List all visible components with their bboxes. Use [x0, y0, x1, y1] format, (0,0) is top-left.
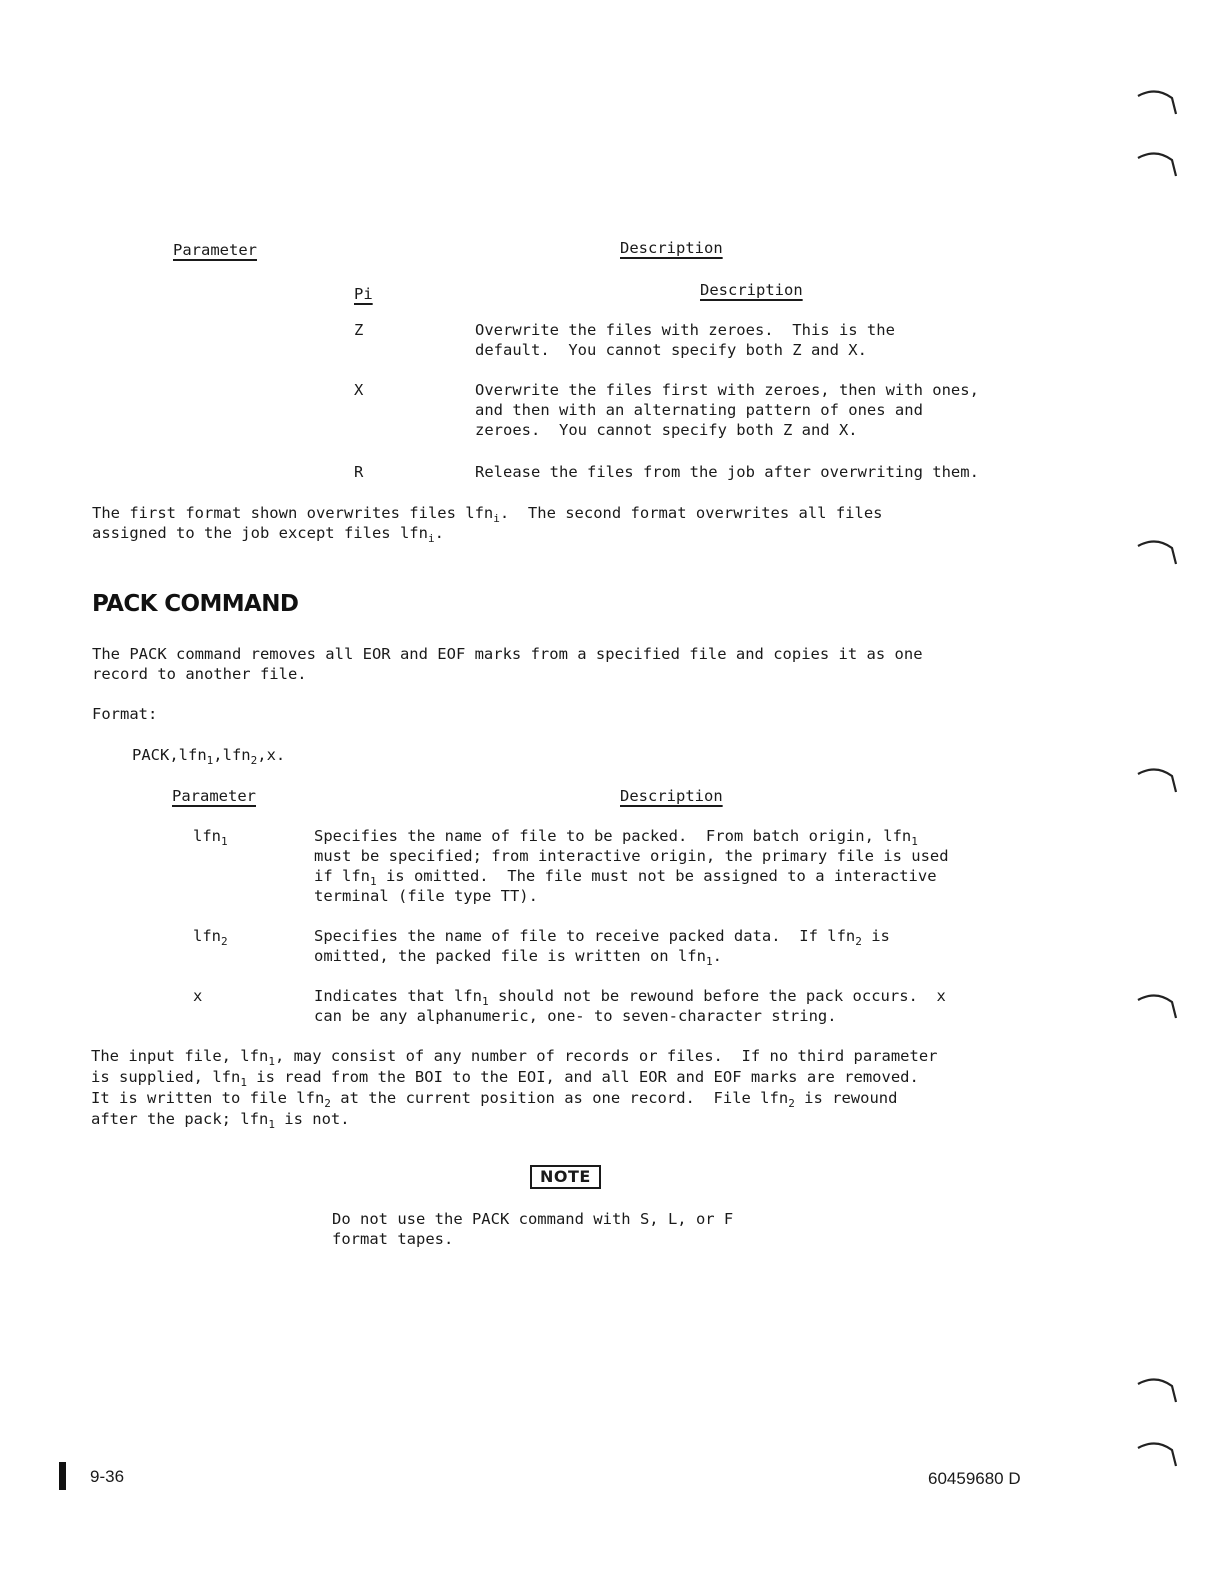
- parameter-description-line: must be specified; from interactive origin, the primary file is used: [314, 847, 949, 865]
- subscript: 2: [324, 1097, 331, 1110]
- text-run: Indicates that lfn: [314, 987, 482, 1005]
- page-number: 9-36: [90, 1467, 125, 1486]
- subscript: 2: [788, 1097, 795, 1110]
- note-text-line: Do not use the PACK command with S, L, or F: [332, 1210, 734, 1228]
- closing-paragraph-line: [91, 1109, 350, 1129]
- option-key: Z: [354, 321, 364, 339]
- closing-paragraph-line: [91, 1046, 938, 1066]
- subscript: 1: [370, 875, 377, 888]
- text-run: is: [861, 927, 890, 945]
- option-key: R: [354, 463, 364, 481]
- parameter-column-header: Parameter: [173, 241, 257, 259]
- text-run: .: [712, 947, 722, 965]
- section-title: PACK COMMAND: [92, 591, 299, 617]
- text-run: lfn: [193, 827, 221, 845]
- text-run: is rewound: [794, 1089, 898, 1107]
- change-bar: [59, 1462, 66, 1490]
- subscript: 1: [705, 955, 713, 968]
- binder-hole-mark: [1136, 84, 1180, 120]
- subscript: 1: [481, 995, 489, 1008]
- text-run: if lfn: [314, 867, 370, 885]
- text-run: lfn: [193, 927, 221, 945]
- option-key: X: [354, 381, 364, 399]
- parameter-description-line: terminal (file type TT).: [314, 887, 538, 905]
- parameter-key: [193, 926, 228, 946]
- description-column-header: Description: [620, 787, 723, 805]
- text-run: ,lfn: [213, 746, 251, 764]
- note-text-line: format tapes.: [332, 1230, 454, 1248]
- subscript: 1: [206, 754, 214, 767]
- subscript: 1: [268, 1055, 275, 1068]
- text-run: is not.: [274, 1110, 350, 1128]
- option-description-line: Overwrite the files with zeroes. This is the: [475, 321, 895, 339]
- format-label: Format:: [92, 705, 158, 723]
- text-run: at the current position as one record. File lfn: [330, 1089, 789, 1107]
- option-description-line: Release the files from the job after overwriting them.: [475, 463, 979, 481]
- binder-hole-mark: [1136, 762, 1180, 798]
- subscript: i: [427, 532, 435, 545]
- text-run: after the pack; lfn: [91, 1110, 269, 1128]
- subscript: 1: [221, 835, 228, 848]
- parameter-key: x: [193, 987, 203, 1005]
- text-run: is supplied, lfn: [91, 1068, 241, 1086]
- description-column-header: Description: [620, 239, 723, 257]
- intro-paragraph-line: [92, 523, 444, 543]
- parameter-description-line: [314, 866, 937, 886]
- binder-hole-mark: [1136, 1436, 1180, 1472]
- text-run: should not be rewound before the pack occurs. x: [488, 987, 946, 1005]
- binder-hole-mark: [1136, 988, 1180, 1024]
- subscript: 2: [855, 935, 862, 948]
- text-run: Specifies the name of file to be packed. From batch origin, lfn: [314, 827, 912, 845]
- text-run: It is written to file lfn: [91, 1089, 325, 1107]
- parameter-key: [193, 826, 228, 846]
- subscript: 1: [268, 1118, 275, 1131]
- pi-description-subheader: Description: [700, 281, 803, 299]
- subscript: 1: [911, 835, 918, 848]
- section-description-line: The PACK command removes all EOR and EOF marks from a specified file and copies it as one: [92, 645, 923, 663]
- text-run: ,x.: [257, 746, 286, 764]
- text-run: The input file, lfn: [91, 1047, 269, 1065]
- note-label: NOTE: [530, 1165, 601, 1189]
- text-run: PACK,lfn: [132, 746, 207, 764]
- text-run: is omitted. The file must not be assigned to a interactive: [376, 867, 937, 885]
- option-description-line: and then with an alternating pattern of ones and: [475, 401, 923, 419]
- binder-hole-mark: [1136, 146, 1180, 182]
- text-run: , may consist of any number of records or files. If no third parameter: [274, 1047, 938, 1065]
- parameter-description-line: [314, 986, 946, 1006]
- text-run: assigned to the job except files lfn: [92, 524, 428, 542]
- intro-paragraph-line: [92, 503, 883, 523]
- closing-paragraph-line: [91, 1067, 919, 1087]
- text-run: omitted, the packed file is written on lfn: [314, 947, 706, 965]
- parameter-description-line: [314, 826, 918, 846]
- parameter-description-line: [314, 946, 722, 966]
- subscript: 1: [240, 1076, 247, 1089]
- text-run: The first format shown overwrites files lfn: [92, 504, 494, 522]
- text-run: Specifies the name of file to receive packed data. If lfn: [314, 927, 856, 945]
- text-run: . The second format overwrites all files: [499, 504, 883, 522]
- format-syntax: [132, 745, 285, 765]
- binder-hole-mark: [1136, 534, 1180, 570]
- document-number: 60459680 D: [928, 1469, 1021, 1488]
- option-description-line: Overwrite the files first with zeroes, then with ones,: [475, 381, 979, 399]
- option-description-line: default. You cannot specify both Z and X.: [475, 341, 867, 359]
- parameter-description-line: can be any alphanumeric, one- to seven-character string.: [314, 1007, 837, 1025]
- pi-subheader: Pi: [354, 285, 373, 303]
- closing-paragraph-line: [91, 1088, 897, 1108]
- parameter-description-line: [314, 926, 890, 946]
- text-run: .: [434, 524, 444, 542]
- option-description-line: zeroes. You cannot specify both Z and X.: [475, 421, 858, 439]
- section-description-line: record to another file.: [92, 665, 307, 683]
- parameter-column-header: Parameter: [172, 787, 256, 805]
- subscript: 2: [221, 935, 228, 948]
- subscript: 2: [250, 754, 258, 767]
- binder-hole-mark: [1136, 1372, 1180, 1408]
- text-run: is read from the BOI to the EOI, and all EOR and EOF marks are removed.: [246, 1068, 919, 1086]
- subscript: i: [493, 512, 500, 525]
